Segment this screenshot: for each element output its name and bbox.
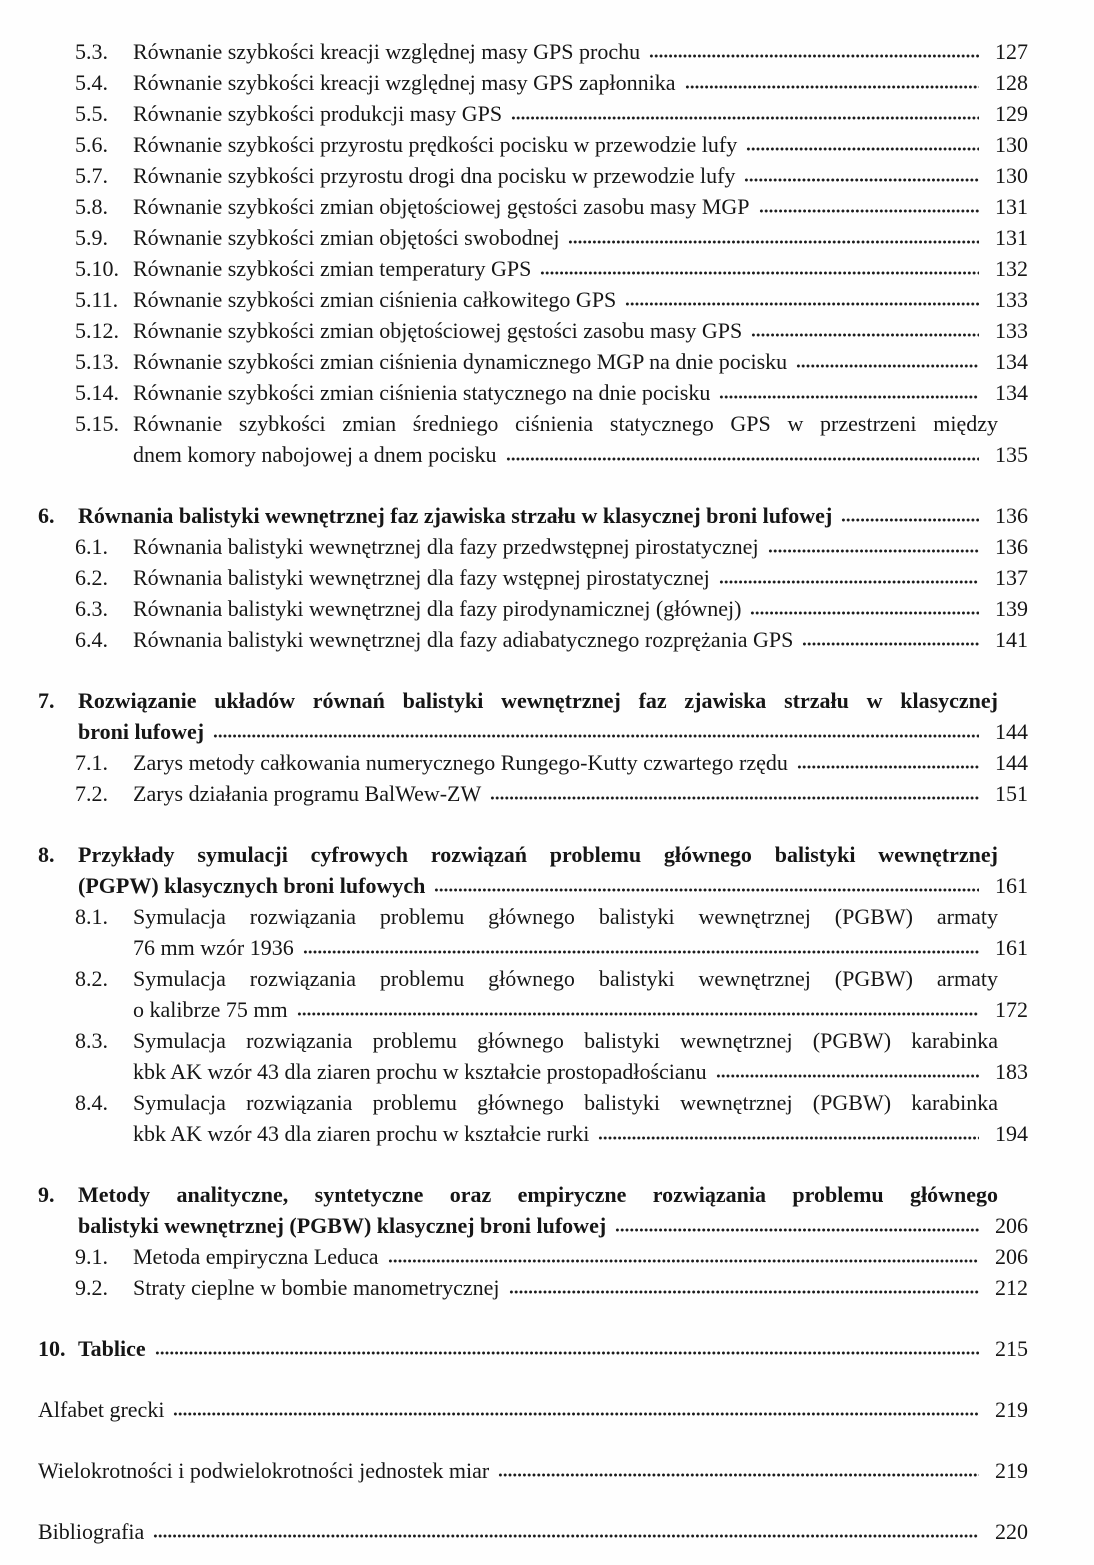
toc-entry (38, 1394, 1028, 1425)
toc-entry (38, 346, 1028, 377)
dot-leader (511, 115, 979, 121)
page-number: 136 (995, 503, 1028, 528)
entry-number: 10. (38, 1336, 66, 1361)
toc-entry-line (38, 98, 1028, 129)
entry-number: 8.2. (75, 966, 108, 991)
entry-number: 5.9. (75, 225, 108, 250)
toc-list (38, 36, 1028, 1547)
dot-leader (540, 270, 979, 276)
page-number: 144 (995, 719, 1028, 744)
toc-entry-line (38, 1455, 1028, 1486)
entry-number: 5.12. (75, 318, 119, 343)
toc-entry (38, 36, 1028, 67)
page-number: 212 (995, 1275, 1028, 1300)
entry-text: balistyki wewnętrznej (PGBW) klasycznej broni lufowej (78, 1213, 607, 1238)
toc-entry-line (38, 624, 1028, 655)
dot-leader (598, 1135, 979, 1141)
dot-leader (173, 1411, 979, 1417)
entry-text: Równanie szybkości przyrostu prędkości pocisku w przewodzie lufy (133, 132, 738, 157)
toc-entry-line (38, 870, 1028, 901)
entry-number: 8.3. (75, 1028, 108, 1053)
entry-text: Przykłady symulacji cyfrowych rozwiązań problemu głównego balistyki wewnętrznej (78, 842, 998, 867)
entry-number: 8.4. (75, 1090, 108, 1115)
entry-number: 6.2. (75, 565, 108, 590)
toc-entry-line (38, 408, 1028, 439)
toc-entry (38, 562, 1028, 593)
page-number: 131 (995, 194, 1028, 219)
toc-entry-line (38, 531, 1028, 562)
dot-leader (802, 641, 979, 647)
entry-text: Równanie szybkości zmian objętości swobodnej (133, 225, 560, 250)
entry-text: Równania balistyki wewnętrznej dla fazy pirodynamicznej (głównej) (133, 596, 742, 621)
toc-entry (38, 1272, 1028, 1303)
page-number: 139 (995, 596, 1028, 621)
toc-entry-line (38, 593, 1028, 624)
toc-entry (38, 222, 1028, 253)
entry-number: 5.8. (75, 194, 108, 219)
page-number: 137 (995, 565, 1028, 590)
page-number: 129 (995, 101, 1028, 126)
page-number: 134 (995, 380, 1028, 405)
toc-entry (38, 129, 1028, 160)
toc-entry-line (38, 562, 1028, 593)
toc-entry-line (38, 377, 1028, 408)
entry-text: Rozwiązanie układów równań balistyki wewnętrznej faz zjawiska strzału w klasycznej (78, 688, 998, 713)
page-number: 141 (995, 627, 1028, 652)
toc-entry-line (38, 1333, 1028, 1364)
dot-leader (625, 301, 979, 307)
entry-text: Równanie szybkości zmian średniego ciśnienia statycznego GPS w przestrzeni między (133, 411, 998, 436)
dot-leader (841, 517, 979, 523)
toc-entry-line (38, 160, 1028, 191)
entry-text: Równania balistyki wewnętrznej dla fazy przedwstępnej pirostatycznej (133, 534, 759, 559)
entry-number: 5.3. (75, 39, 108, 64)
page-number: 172 (995, 997, 1028, 1022)
toc-entry (38, 901, 1028, 963)
page-number: 132 (995, 256, 1028, 281)
toc-entry (38, 593, 1028, 624)
page-number: 128 (995, 70, 1028, 95)
dot-leader (509, 1289, 979, 1295)
entry-text: (PGPW) klasycznych broni lufowych (78, 873, 426, 898)
dot-leader (490, 795, 979, 801)
toc-entry-line (38, 1179, 1028, 1210)
entry-number: 5.15. (75, 411, 119, 436)
entry-text: Metody analityczne, syntetyczne oraz empiryczne rozwiązania problemu głównego (78, 1182, 998, 1207)
toc-entry (38, 1455, 1028, 1486)
entry-number: 5.13. (75, 349, 119, 374)
toc-entry (38, 160, 1028, 191)
toc-entry-line (38, 1272, 1028, 1303)
entry-text: Tablice (78, 1336, 146, 1361)
page-number: 219 (995, 1397, 1028, 1422)
entry-number: 8.1. (75, 904, 108, 929)
entry-number: 6.3. (75, 596, 108, 621)
dot-leader (649, 53, 979, 59)
toc-entry-line (38, 1056, 1028, 1087)
page-number: 144 (995, 750, 1028, 775)
toc-entry (38, 839, 1028, 901)
page-number: 151 (995, 781, 1028, 806)
dot-leader (303, 949, 979, 955)
toc-entry-line (38, 253, 1028, 284)
entry-text: Zarys działania programu BalWew-ZW (133, 781, 482, 806)
dot-leader (568, 239, 979, 245)
toc-entry-line (38, 67, 1028, 98)
dot-leader (796, 363, 979, 369)
page-number: 130 (995, 132, 1028, 157)
page-number: 183 (995, 1059, 1028, 1084)
entry-text: Równania balistyki wewnętrznej dla fazy wstępnej pirostatycznej (133, 565, 710, 590)
entry-text: 76 mm wzór 1936 (133, 935, 294, 960)
toc-entry-line (38, 191, 1028, 222)
page-number: 133 (995, 287, 1028, 312)
dot-leader (759, 208, 979, 214)
entry-number: 5.10. (75, 256, 119, 281)
entry-text: Równanie szybkości zmian ciśnienia całkowitego GPS (133, 287, 617, 312)
page-number: 134 (995, 349, 1028, 374)
toc-entry-line (38, 36, 1028, 67)
toc-entry (38, 778, 1028, 809)
entry-number: 9.1. (75, 1244, 108, 1269)
toc-entry-line (38, 963, 1028, 994)
entry-text: Równanie szybkości kreacji względnej masy GPS prochu (133, 39, 641, 64)
dot-leader (155, 1350, 979, 1356)
entry-text: Równanie szybkości przyrostu drogi dna pocisku w przewodzie lufy (133, 163, 736, 188)
toc-entry (38, 98, 1028, 129)
page-number: 194 (995, 1121, 1028, 1146)
entry-text: Równanie szybkości zmian ciśnienia statycznego na dnie pocisku (133, 380, 711, 405)
page-number: 130 (995, 163, 1028, 188)
dot-leader (768, 548, 979, 554)
dot-leader (297, 1011, 979, 1017)
toc-entry-line (38, 1394, 1028, 1425)
entry-number: 5.5. (75, 101, 108, 126)
toc-entry-line (38, 839, 1028, 870)
entry-text: o kalibrze 75 mm (133, 997, 288, 1022)
entry-number: 6.1. (75, 534, 108, 559)
toc-entry (38, 1516, 1028, 1547)
dot-leader (434, 887, 979, 893)
toc-entry-line (38, 315, 1028, 346)
dot-leader (751, 332, 979, 338)
page-number: 135 (995, 442, 1028, 467)
toc-entry-line (38, 500, 1028, 531)
page-number: 127 (995, 39, 1028, 64)
toc-entry (38, 408, 1028, 470)
toc-entry-line (38, 901, 1028, 932)
page-number: 219 (995, 1458, 1028, 1483)
entry-number: 8. (38, 842, 55, 867)
entry-text: Symulacja rozwiązania problemu głównego balistyki wewnętrznej (PGBW) armaty (133, 904, 998, 929)
entry-text: dnem komory nabojowej a dnem pocisku (133, 442, 497, 467)
dot-leader (153, 1533, 979, 1539)
toc-entry (38, 191, 1028, 222)
dot-leader (498, 1472, 979, 1478)
entry-text: Symulacja rozwiązania problemu głównego balistyki wewnętrznej (PGBW) karabinka (133, 1028, 998, 1053)
page-number: 133 (995, 318, 1028, 343)
dot-leader (685, 84, 979, 90)
entry-text: Straty cieplne w bombie manometrycznej (133, 1275, 500, 1300)
entry-number: 5.6. (75, 132, 108, 157)
entry-text: Równanie szybkości zmian ciśnienia dynamicznego MGP na dnie pocisku (133, 349, 788, 374)
entry-text: Równanie szybkości zmian objętościowej gęstości zasobu masy MGP (133, 194, 750, 219)
entry-text: Symulacja rozwiązania problemu głównego balistyki wewnętrznej (PGBW) karabinka (133, 1090, 998, 1115)
toc-entry (38, 1179, 1028, 1241)
toc-entry-line (38, 439, 1028, 470)
page-number: 206 (995, 1213, 1028, 1238)
dot-leader (388, 1258, 979, 1264)
page-number: 220 (995, 1519, 1028, 1544)
toc-entry-line (38, 747, 1028, 778)
dot-leader (213, 733, 979, 739)
toc-entry (38, 284, 1028, 315)
dot-leader (719, 394, 979, 400)
toc-entry (38, 1087, 1028, 1149)
page-number: 161 (995, 935, 1028, 960)
toc-entry-line (38, 1241, 1028, 1272)
toc-entry (38, 253, 1028, 284)
toc-entry-line (38, 1118, 1028, 1149)
page-number: 215 (995, 1336, 1028, 1361)
dot-leader (506, 456, 979, 462)
page-number: 136 (995, 534, 1028, 559)
toc-entry-line (38, 1516, 1028, 1547)
toc-entry (38, 624, 1028, 655)
dot-leader (744, 177, 979, 183)
toc-entry-line (38, 284, 1028, 315)
toc-entry (38, 315, 1028, 346)
toc-entry-line (38, 685, 1028, 716)
dot-leader (746, 146, 979, 152)
toc-entry (38, 1025, 1028, 1087)
entry-text: kbk AK wzór 43 dla ziaren prochu w kształcie prostopadłościanu (133, 1059, 707, 1084)
entry-text: Alfabet grecki (38, 1397, 165, 1422)
entry-text: Równania balistyki wewnętrznej dla fazy adiabatycznego rozprężania GPS (133, 627, 794, 652)
dot-leader (615, 1227, 979, 1233)
entry-number: 6. (38, 503, 55, 528)
page-number: 161 (995, 873, 1028, 898)
dot-leader (716, 1073, 979, 1079)
dot-leader (719, 579, 979, 585)
toc-entry-line (38, 716, 1028, 747)
toc-entry (38, 747, 1028, 778)
entry-number: 5.7. (75, 163, 108, 188)
entry-number: 9.2. (75, 1275, 108, 1300)
toc-entry-line (38, 1087, 1028, 1118)
entry-number: 9. (38, 1182, 55, 1207)
dot-leader (750, 610, 979, 616)
toc-entry (38, 377, 1028, 408)
entry-text: Metoda empiryczna Leduca (133, 1244, 379, 1269)
entry-text: Wielokrotności i podwielokrotności jednostek miar (38, 1458, 490, 1483)
toc-entry-line (38, 932, 1028, 963)
entry-number: 5.11. (75, 287, 119, 312)
toc-entry (38, 1333, 1028, 1364)
toc-entry (38, 1241, 1028, 1272)
entry-number: 5.14. (75, 380, 119, 405)
toc-entry (38, 67, 1028, 98)
entry-text: kbk AK wzór 43 dla ziaren prochu w kształcie rurki (133, 1121, 590, 1146)
toc-entry-line (38, 346, 1028, 377)
entry-text: Równanie szybkości zmian temperatury GPS (133, 256, 532, 281)
entry-number: 7. (38, 688, 55, 713)
entry-text: Równania balistyki wewnętrznej faz zjawiska strzału w klasycznej broni lufowej (78, 503, 833, 528)
toc-entry-line (38, 994, 1028, 1025)
toc-entry (38, 685, 1028, 747)
toc-entry-line (38, 1210, 1028, 1241)
toc-entry-line (38, 129, 1028, 160)
toc-entry-line (38, 778, 1028, 809)
entry-number: 6.4. (75, 627, 108, 652)
entry-text: Bibliografia (38, 1519, 145, 1544)
page-number: 206 (995, 1244, 1028, 1269)
entry-number: 5.4. (75, 70, 108, 95)
entry-number: 7.1. (75, 750, 108, 775)
entry-text: Równanie szybkości zmian objętościowej gęstości zasobu masy GPS (133, 318, 743, 343)
toc-entry (38, 963, 1028, 1025)
toc-entry (38, 531, 1028, 562)
entry-number: 7.2. (75, 781, 108, 806)
toc-entry (38, 500, 1028, 531)
toc-entry-line (38, 1025, 1028, 1056)
toc-entry-line (38, 222, 1028, 253)
entry-text: Równanie szybkości produkcji masy GPS (133, 101, 503, 126)
entry-text: Równanie szybkości kreacji względnej masy GPS zapłonnika (133, 70, 676, 95)
entry-text: Symulacja rozwiązania problemu głównego balistyki wewnętrznej (PGBW) armaty (133, 966, 998, 991)
entry-text: broni lufowej (78, 719, 205, 744)
dot-leader (797, 764, 979, 770)
entry-text: Zarys metody całkowania numerycznego Rungego-Kutty czwartego rzędu (133, 750, 788, 775)
page-number: 131 (995, 225, 1028, 250)
